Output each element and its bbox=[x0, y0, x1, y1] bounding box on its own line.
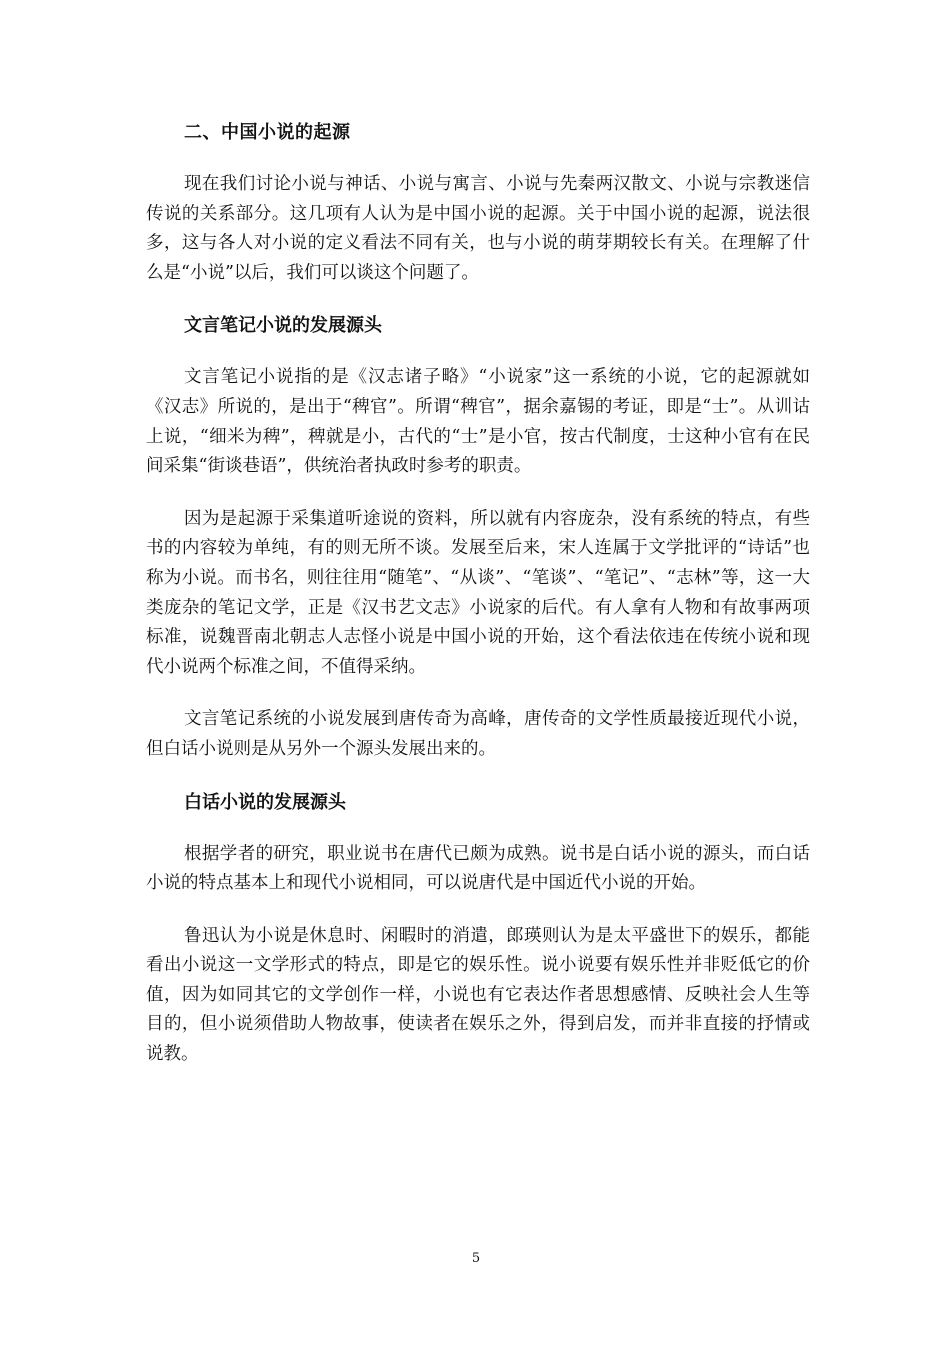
paragraph-classical-2: 因为是起源于采集道听途说的资料，所以就有内容庞杂，没有系统的特点，有些书的内容较为单纯，有的则无所不谈。发展至后来，宋人连属于文学批评的“诗话”也称为小说。而书名，则往往用“随笔”、“从谈”、“笔谈”、“笔记”、“志林”等，这一大类庞杂的笔记文学，正是《汉书艺文志》小说家的后代。有人拿有人物和有故事两项标准，说魏晋南北朝志人志怪小说是中国小说的开始，这个看法依违在传统小说和现代小说两个标准之间，不值得采纳。 bbox=[146, 508, 810, 677]
paragraph-vernacular-2: 鲁迅认为小说是休息时、闲暇时的消遣，郎瑛则认为是太平盛世下的娱乐，都能看出小说这一文学形式的特点，即是它的娱乐性。说小说要有娱乐性并非贬低它的价值，因为如同其它的文学创作一样，小说也有它表达作者思想感情、反映社会人生等目的，但小说须借助人物故事，使读者在娱乐之外，得到启发，而并非直接的抒情或说教。 bbox=[146, 925, 810, 1065]
paragraph-vernacular-1: 根据学者的研究，职业说书在唐代已颇为成熟。说书是白话小说的源头，而白话小说的特点基本上和现代小说相同，可以说唐代是中国近代小说的开始。 bbox=[146, 843, 810, 894]
subsection-title-classical: 文言笔记小说的发展源头 bbox=[184, 315, 382, 337]
page-content bbox=[146, 118, 810, 1070]
paragraph-classical-1: 文言笔记小说指的是《汉志诸子略》“小说家”这一系统的小说，它的起源就如《汉志》所说的，是出于“稗官”。所谓“稗官”，据余嘉锡的考证，即是“士”。从训诂上说，“细米为稗”，稗就是小，古代的“士”是小官，按古代制度，士这种小官有在民间采集“街谈巷语”，供统治者执政时参考的职责。 bbox=[146, 367, 810, 477]
paragraph-classical-3: 文言笔记系统的小说发展到唐传奇为高峰，唐传奇的文学性质最接近现代小说，但白话小说则是从另外一个源头发展出来的。 bbox=[146, 709, 810, 759]
paragraph-origin-intro: 现在我们讨论小说与神话、小说与寓言、小说与先秦两汉散文、小说与宗教迷信传说的关系部分。这几项有人认为是中国小说的起源。关于中国小说的起源，说法很多，这与各人对小说的定义看法不同有关，也与小说的萌芽期较长有关。在理解了什么是“小说”以后，我们可以谈这个问题了。 bbox=[146, 174, 810, 283]
page-number: 5 bbox=[471, 1251, 481, 1266]
section-title-origin: 二、中国小说的起源 bbox=[184, 122, 351, 143]
subsection-title-vernacular: 白话小说的发展源头 bbox=[184, 791, 346, 813]
